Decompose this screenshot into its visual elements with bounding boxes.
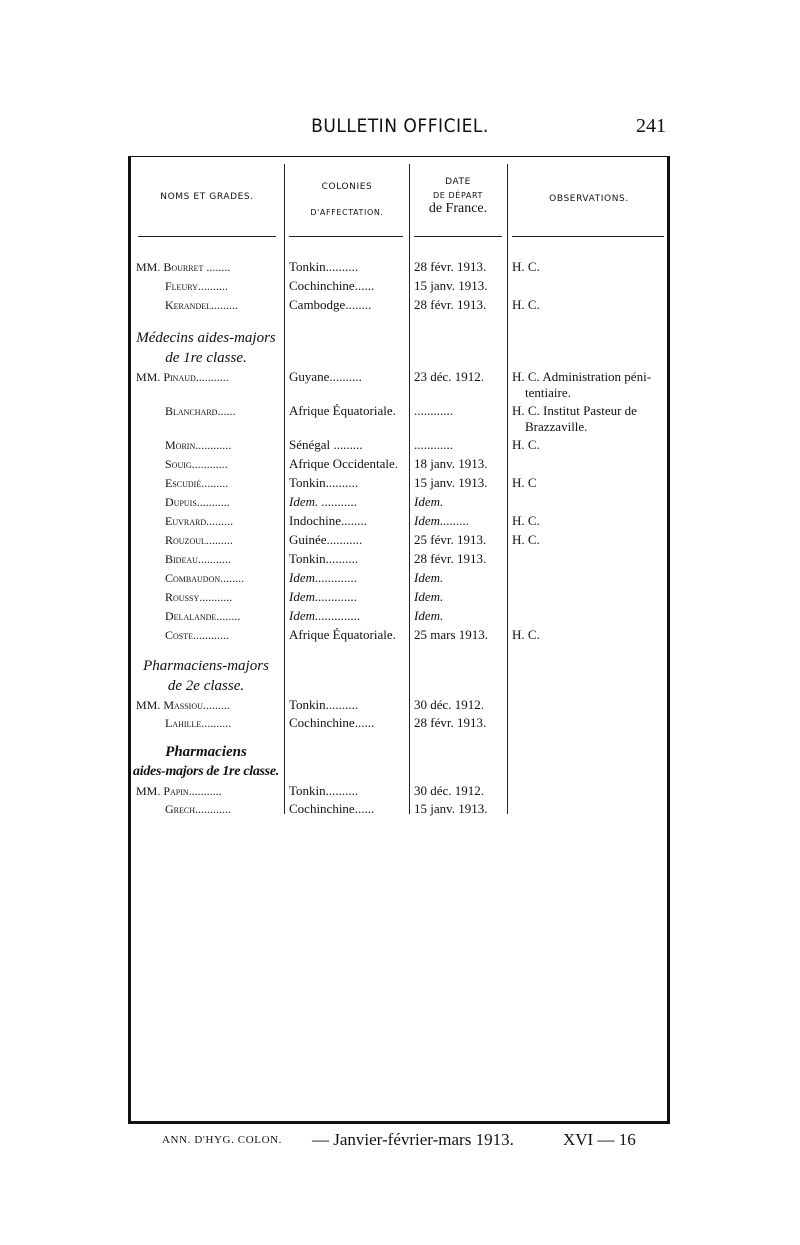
section-heading-line: aides-majors de 1re classe.	[133, 764, 279, 779]
column-header-colonies	[286, 180, 408, 220]
header-rule	[289, 236, 403, 237]
table-row	[0, 782, 800, 800]
observation-cell: H. C.	[512, 627, 540, 642]
name-cell: Delalande........	[165, 609, 241, 623]
colony-cell: Guinée...........	[289, 532, 363, 547]
colony-cell: Idem..............	[289, 608, 361, 623]
observation-cell: H. C. Institut Pasteur de	[512, 403, 637, 418]
colony-cell: Tonkin..........	[289, 551, 359, 566]
observation-continued: Brazzaville.	[525, 419, 588, 434]
colony-cell: Indochine........	[289, 513, 367, 528]
observation-cell: H. C.	[512, 532, 540, 547]
column-header-date	[410, 176, 506, 215]
colony-cell: Idem.............	[289, 570, 358, 585]
name-cell: MM. Papin...........	[136, 784, 222, 798]
table-row	[0, 588, 800, 606]
date-header-line3: de France.	[428, 201, 488, 216]
colony-cell: Afrique Équatoriale.	[289, 403, 396, 418]
name-cell: Coste............	[165, 628, 230, 642]
table-row	[0, 607, 800, 625]
table-row	[0, 474, 800, 492]
section-heading-line: de 2e classe.	[167, 678, 245, 694]
colony-cell: Tonkin..........	[289, 475, 359, 490]
colonies-header-line2: D'AFFECTATION.	[310, 208, 384, 217]
column-header-observations: OBSERVATIONS.	[549, 194, 629, 204]
table-row	[0, 455, 800, 473]
name-cell: Lahille..........	[165, 716, 232, 730]
name-cell: Roussy...........	[165, 590, 233, 604]
date-cell: Idem.	[414, 494, 444, 509]
section-heading-line: Médecins aides-majors	[136, 330, 276, 346]
date-cell: Idem.	[414, 589, 444, 604]
header-rule	[512, 236, 664, 237]
colony-cell: Idem. ...........	[289, 494, 358, 509]
name-cell: Grech............	[165, 802, 232, 816]
section-heading-pharmaciens-majors	[130, 656, 282, 696]
date-cell: 30 déc. 1912.	[414, 697, 485, 712]
table-row	[0, 512, 800, 530]
table-row	[0, 277, 800, 295]
section-heading-line: Pharmaciens	[165, 744, 247, 760]
date-cell: 28 févr. 1913.	[414, 715, 487, 730]
colonies-header-line1: COLONIES	[321, 182, 373, 192]
date-cell: Idem.........	[414, 513, 470, 528]
name-cell: Escudié.........	[165, 476, 229, 490]
date-cell: 18 janv. 1913.	[414, 456, 488, 471]
table-row	[0, 569, 800, 587]
header-rule	[138, 236, 276, 237]
name-cell: Kerandel.........	[165, 298, 238, 312]
table-row	[0, 531, 800, 549]
issue-date: — Janvier-février-mars 1913.	[312, 1130, 514, 1149]
signature-mark: XVI — 16	[563, 1130, 636, 1149]
date-cell: 28 févr. 1913.	[414, 297, 487, 312]
date-header-line1: DATE	[445, 177, 471, 187]
table-row	[0, 696, 800, 714]
journal-abbreviation: ANN. D'HYG. COLON.	[162, 1134, 283, 1146]
colony-cell: Sénégal .........	[289, 437, 363, 452]
date-cell: ............	[414, 403, 453, 418]
table-row	[0, 296, 800, 314]
table-row	[0, 402, 800, 420]
observation-cell: H. C.	[512, 297, 540, 312]
colony-cell: Tonkin..........	[289, 259, 359, 274]
date-cell: 30 déc. 1912.	[414, 783, 485, 798]
running-title: BULLETIN OFFICIEL.	[311, 115, 489, 137]
name-cell: MM. Pinaud...........	[136, 370, 229, 384]
name-cell: Dupuis...........	[165, 495, 230, 509]
colony-cell: Cochinchine......	[289, 715, 375, 730]
section-heading-medecins	[130, 328, 282, 368]
name-cell: Souig............	[165, 457, 228, 471]
section-heading-line: de 1re classe.	[165, 350, 247, 366]
colony-cell: Tonkin..........	[289, 697, 359, 712]
colony-cell: Cambodge........	[289, 297, 372, 312]
name-cell: Morin............	[165, 438, 232, 452]
table-row	[0, 493, 800, 511]
name-cell: Combaudon........	[165, 571, 245, 585]
colony-cell: Tonkin..........	[289, 783, 359, 798]
date-cell: 15 janv. 1913.	[414, 801, 488, 816]
observation-cell: H. C.	[512, 437, 540, 452]
date-cell: Idem.	[414, 608, 444, 623]
observation-cell: H. C.	[512, 259, 540, 274]
name-cell: Euvrard.........	[165, 514, 234, 528]
table-row	[0, 714, 800, 732]
table-row	[0, 368, 800, 386]
date-header-line2: DE DÉPART	[432, 191, 484, 200]
name-cell: Rouzoul.........	[165, 533, 233, 547]
table-row	[0, 550, 800, 568]
observation-cell: H. C.	[512, 513, 540, 528]
date-cell: 15 janv. 1913.	[414, 475, 488, 490]
colony-cell: Afrique Équatoriale.	[289, 627, 396, 642]
date-cell: 25 mars 1913.	[414, 627, 489, 642]
colony-cell: Idem.............	[289, 589, 358, 604]
colony-cell: Cochinchine......	[289, 801, 375, 816]
name-cell: MM. Bourret ........	[136, 260, 231, 274]
name-cell: Bideau...........	[165, 552, 231, 566]
header-rule	[414, 236, 502, 237]
colony-cell: Afrique Occidentale.	[289, 456, 399, 471]
date-cell: Idem.	[414, 570, 444, 585]
observation-continued: tentiaire.	[525, 385, 571, 400]
table-row	[0, 800, 800, 818]
date-cell: 25 févr. 1913.	[414, 532, 487, 547]
date-cell: 28 févr. 1913.	[414, 551, 487, 566]
table-bottom-rule	[128, 1121, 670, 1124]
date-cell: 15 janv. 1913.	[414, 278, 488, 293]
date-cell: 28 févr. 1913.	[414, 259, 487, 274]
colony-cell: Cochinchine......	[289, 278, 375, 293]
date-cell: 23 déc. 1912.	[414, 369, 485, 384]
page-number: 241	[636, 115, 666, 137]
section-heading-pharmaciens-aides	[130, 742, 282, 782]
column-header-names: NOMS ET GRADES.	[160, 192, 254, 202]
table-row	[0, 436, 800, 454]
table-row	[0, 626, 800, 644]
name-cell: MM. Massiou.........	[136, 698, 230, 712]
observation-cell: H. C	[512, 475, 537, 490]
observation-cell: H. C. Administration péni-	[512, 369, 652, 384]
section-heading-line: Pharmaciens-majors	[143, 658, 269, 674]
table-row	[0, 258, 800, 276]
name-cell: Fleury..........	[165, 279, 228, 293]
name-cell: Blanchard......	[165, 404, 236, 418]
colony-cell: Guyane..........	[289, 369, 362, 384]
date-cell: ............	[414, 437, 453, 452]
